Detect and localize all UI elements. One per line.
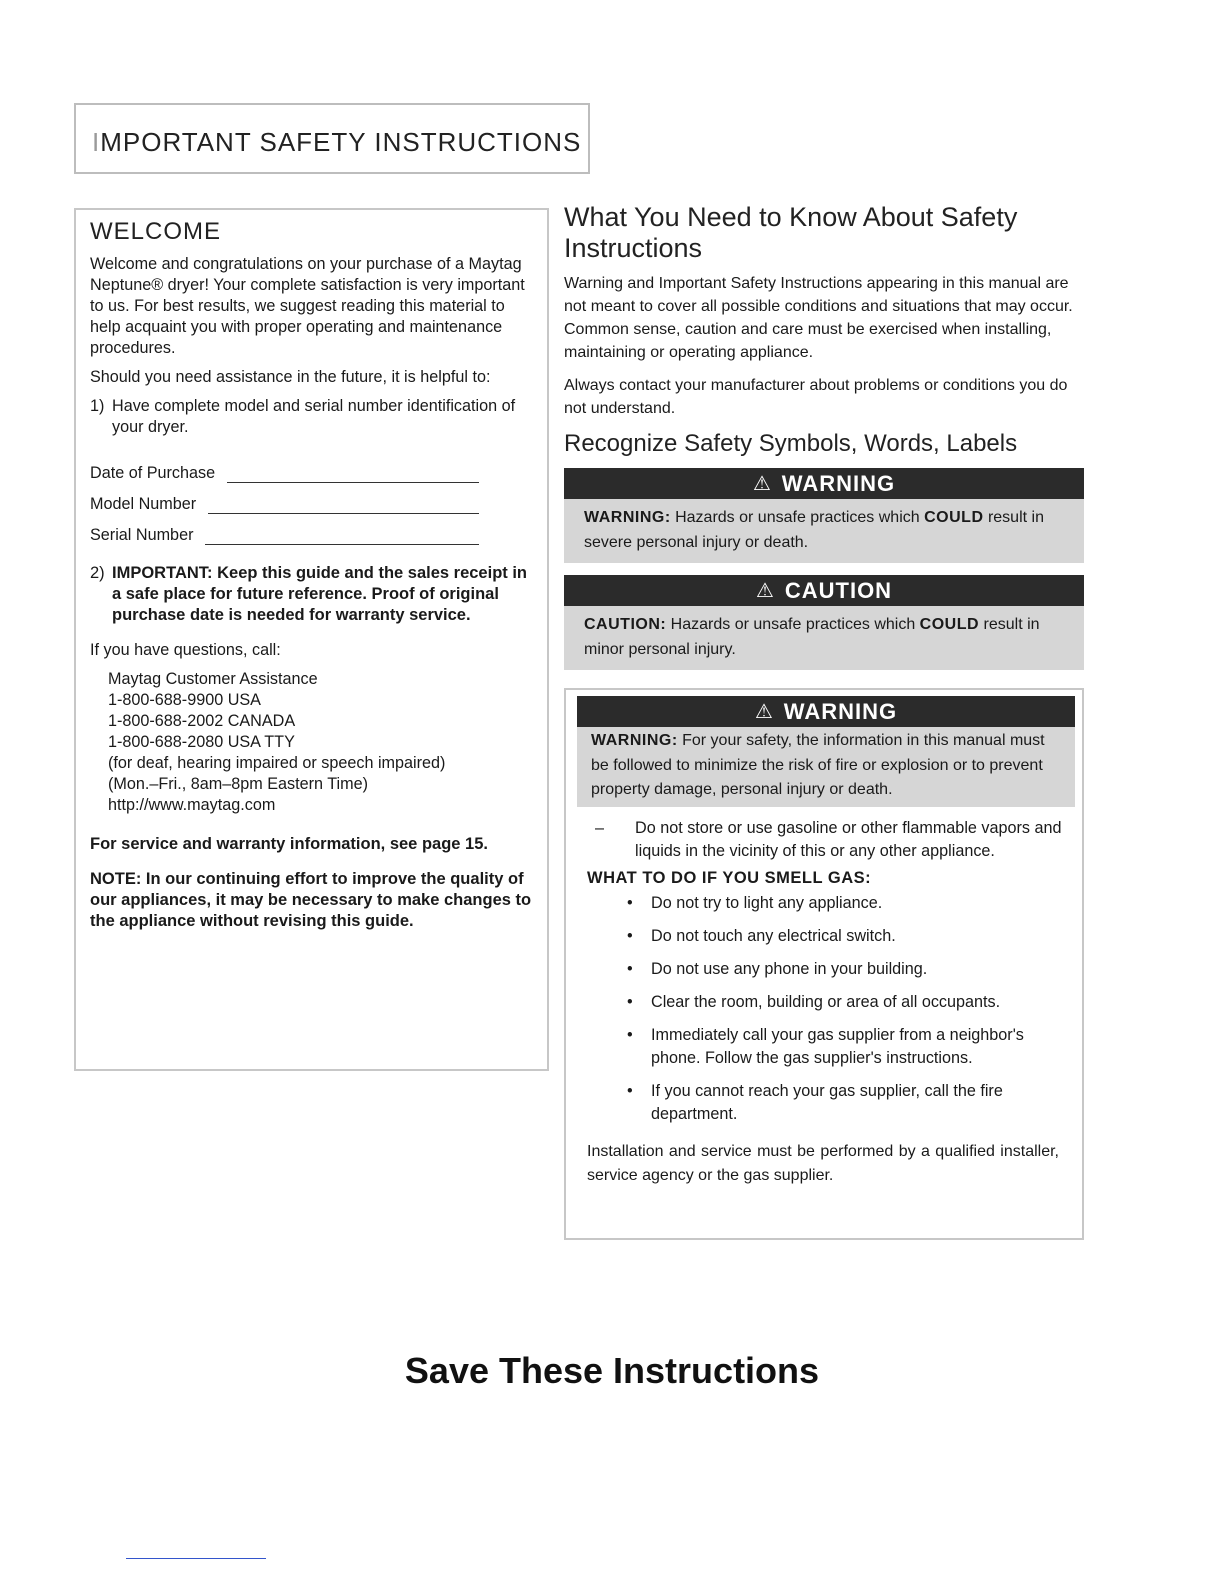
warning-text-b: result in severe personal injury or death. [584,509,1044,551]
date-of-purchase-field[interactable] [90,452,533,483]
website-link[interactable]: http://www.maytag.com [108,796,276,814]
smell-gas-title: WHAT TO DO IF YOU SMELL GAS: [587,868,872,887]
phone-canada: 1-800-688-2002 CANADA [108,712,296,730]
safety-para-1: Warning and Important Safety Instructions appearing in this manual are not meant to cover all possible conditions and situations that may occur. Common sense, caution and care must be exercised when installing, maintaining or operating appliance. [564,275,1073,361]
field-label: Serial Number [90,526,194,544]
contact-block [108,669,533,816]
serial-number-field[interactable] [90,514,533,545]
caution-description [564,606,1084,670]
caution-label: CAUTION: [584,616,667,633]
caution-header [564,575,1084,606]
phone-usa: 1-800-688-9900 USA [108,691,261,709]
dash-mark: – [595,818,605,837]
list-item [627,1024,1073,1070]
questions-text: If you have questions, call: [90,641,281,659]
phone-tty: 1-800-688-2080 USA TTY [108,733,295,751]
bullet-icon: • [627,1081,633,1100]
bullet-icon: • [627,893,633,912]
save-instructions-title: Save These Instructions [404,1350,820,1391]
bullet-icon: • [627,992,633,1011]
item-number: 1) [90,397,105,415]
welcome-title: WELCOME [90,218,222,245]
bullet-icon: • [627,1025,633,1044]
safety-section [564,202,1084,682]
gas-warning-signal-box [577,696,1075,807]
warning-signal-box [564,468,1084,563]
field-label: Model Number [90,495,197,513]
list-item-text: If you cannot reach your gas supplier, call the fire department. [651,1081,1003,1123]
installation-note: Installation and service must be performed by a qualified installer, service agency or the gas supplier. [587,1142,1059,1184]
list-item-text: Do not try to light any appliance. [651,893,883,912]
welcome-item-1 [90,396,533,438]
list-item-text: Do not use any phone in your building. [651,959,928,978]
tty-note: (for deaf, hearing impaired or speech impaired) [108,754,446,772]
smell-gas-list [577,892,1073,1126]
welcome-assist: Should you need assistance in the future, it is helpful to: [90,368,491,386]
caution-text-a: Hazards or unsafe practices which [666,616,920,633]
item-number: 2) [90,564,105,582]
gas-warning-section [564,688,1084,1240]
page-title-initial: I [92,127,101,157]
improvement-note: NOTE: In our continuing effort to improve the quality of our appliances, it may be necessary to make changes to the appliance without revising this guide. [90,870,532,930]
item-text: Have complete model and serial number identification of your dryer. [112,397,516,436]
warning-triangle-icon: ⚠ [752,473,772,495]
list-item-text: Do not touch any electrical switch. [651,926,896,945]
field-blank [208,495,479,514]
list-item [627,925,1073,948]
warning-header-text: WARNING [781,470,896,496]
list-item-text: Clear the room, building or area of all occupants. [651,992,1001,1011]
item-text: IMPORTANT: Keep this guide and the sales receipt in a safe place for future reference. Proof of original purchase date is needed for warranty service. [112,564,528,624]
list-item [627,1080,1073,1126]
field-label: Date of Purchase [90,464,216,482]
page-title [92,127,581,158]
flammable-text: Do not store or use gasoline or other flammable vapors and liquids in the vicinity of this or any other appliance. [635,818,1062,860]
welcome-section [74,208,549,1071]
caution-emphasis: COULD [919,616,980,633]
gas-warning-description [577,727,1075,807]
gas-warning-header [577,696,1075,727]
warning-description [564,499,1084,563]
gas-warning-text: For your safety, the information in this manual must be followed to minimize the risk of fire or explosion or to prevent property damage, personal injury or death. [591,732,1045,798]
hours: (Mon.–Fri., 8am–8pm Eastern Time) [108,775,368,793]
safety-para-2: Always contact your manufacturer about problems or conditions you do not understand. [564,377,1068,417]
bullet-icon: • [627,959,633,978]
symbols-title: Recognize Safety Symbols, Words, Labels [564,430,1018,457]
warning-label: WARNING: [584,509,671,526]
caution-triangle-icon: ⚠ [755,580,775,602]
caution-signal-box [564,575,1084,670]
field-blank [227,464,479,483]
page-title-box [74,103,590,174]
flammable-note [595,817,1063,863]
footer-divider [126,1558,266,1559]
list-item [627,958,1073,981]
gas-warning-triangle-icon: ⚠ [754,701,774,723]
warning-text-a: Hazards or unsafe practices which [670,509,925,526]
caution-header-text: CAUTION [784,577,893,603]
bullet-icon: • [627,926,633,945]
safety-title: What You Need to Know About Safety Instructions [564,202,1018,263]
model-number-field[interactable] [90,483,533,514]
service-note: For service and warranty information, see page 15. [90,835,488,853]
gas-warning-header-text: WARNING [783,698,898,724]
welcome-item-2 [90,563,533,626]
gas-warning-label: WARNING: [591,732,678,749]
warning-emphasis: COULD [924,509,984,526]
list-item [627,991,1073,1014]
warning-header [564,468,1084,499]
contact-name: Maytag Customer Assistance [108,670,318,688]
caution-text-b: result in minor personal injury. [584,616,1040,658]
list-item-text: Immediately call your gas supplier from a neighbor's phone. Follow the gas supplier's instructions. [651,1025,1024,1067]
list-item [627,892,1073,915]
field-blank [205,526,479,545]
page-title-text: MPORTANT SAFETY INSTRUCTIONS [100,127,582,157]
welcome-intro: Welcome and congratulations on your purchase of a Maytag Neptune® dryer! Your complete satisfaction is very important to us. For best results, we suggest reading this material to help acquaint you with proper operating and maintenance procedures. [90,255,525,357]
